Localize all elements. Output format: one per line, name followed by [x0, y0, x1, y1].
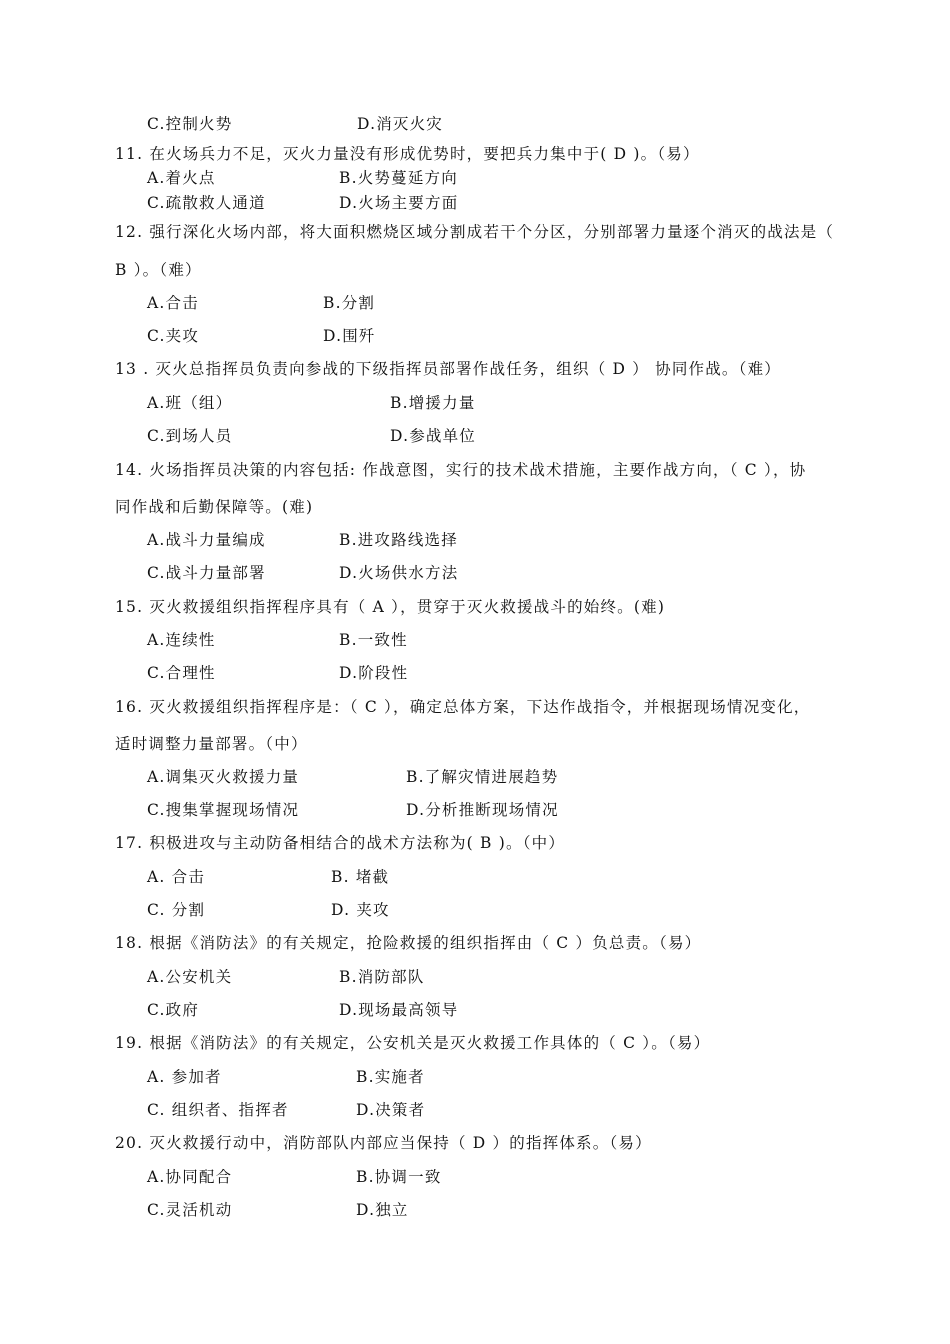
option-c: C.战斗力量部署 [147, 564, 266, 582]
option-c: C.到场人员 [147, 427, 233, 445]
option-d: D. 夹攻 [331, 901, 390, 919]
option-c: C.搜集掌握现场情况 [147, 801, 300, 819]
option-a: A.着火点 [147, 169, 216, 187]
option-d: D.决策者 [356, 1101, 426, 1119]
option-a: A.公安机关 [147, 968, 233, 986]
option-b: B.了解灾情进展趋势 [406, 768, 559, 786]
option-c: C. 分割 [147, 901, 206, 919]
option-b: B.一致性 [339, 631, 408, 649]
option-d: D.火场供水方法 [339, 564, 459, 582]
option-a: A. 参加者 [147, 1068, 222, 1086]
option-b: B.增援力量 [390, 394, 476, 412]
option-c: C.合理性 [147, 664, 216, 682]
question-19: 19. 根据《消防法》的有关规定，公安机关是灭火救援工作具体的（ C ）。（易） [115, 1034, 711, 1052]
option-d: D.参战单位 [390, 427, 477, 445]
question-17: 17. 积极进攻与主动防备相结合的战术方法称为( B )。（中） [115, 834, 566, 852]
option-d: D.消灭火灾 [357, 115, 444, 133]
option-c: C.控制火势 [147, 115, 233, 133]
option-b: B.协调一致 [356, 1168, 442, 1186]
question-13: 13 . 灭火总指挥员负责向参战的下级指挥员部署作战任务，组织（ D ） 协同作战。（难） [115, 360, 781, 378]
option-c: C.灵活机动 [147, 1201, 233, 1219]
option-a: A.连续性 [147, 631, 216, 649]
option-b: B.消防部队 [339, 968, 425, 986]
option-a: A.协同配合 [147, 1168, 233, 1186]
option-b: B.分割 [323, 294, 376, 312]
option-d: D.围歼 [323, 327, 376, 345]
option-c: C.政府 [147, 1001, 200, 1019]
option-a: A.调集灭火救援力量 [147, 768, 300, 786]
option-c: C. 组织者、指挥者 [147, 1101, 289, 1119]
question-16: 16. 灭火救援组织指挥程序是：（ C ），确定总体方案，下达作战指令，并根据现场情况变化， [115, 698, 811, 716]
option-c: C.夹攻 [147, 327, 200, 345]
option-d: D.火场主要方面 [339, 194, 459, 212]
question-12-continued: B ）。（难） [115, 261, 202, 279]
question-12: 12. 强行深化火场内部，将大面积燃烧区域分割成若干个分区，分别部署力量逐个消灭的战法是（ [115, 223, 835, 241]
option-b: B. 堵截 [331, 868, 390, 886]
question-20: 20. 灭火救援行动中，消防部队内部应当保持（ D ）的指挥体系。（易） [115, 1134, 652, 1152]
option-a: A. 合击 [147, 868, 206, 886]
question-18: 18. 根据《消防法》的有关规定，抢险救援的组织指挥由（ C ）负总责。（易） [115, 934, 702, 952]
option-d: D.现场最高领导 [339, 1001, 459, 1019]
option-d: D.独立 [356, 1201, 409, 1219]
option-c: C.疏散救人通道 [147, 194, 266, 212]
question-14-continued: 同作战和后勤保障等。(难) [115, 498, 314, 516]
question-11: 11. 在火场兵力不足，灭火力量没有形成优势时，要把兵力集中于( D )。（易） [115, 145, 700, 163]
option-b: B.进攻路线选择 [339, 531, 458, 549]
option-b: B.火势蔓延方向 [339, 169, 458, 187]
option-d: D.分析推断现场情况 [406, 801, 559, 819]
option-a: A.战斗力量编成 [147, 531, 266, 549]
question-16-continued: 适时调整力量部署。（中） [115, 735, 308, 753]
question-15: 15. 灭火救援组织指挥程序具有（ A ），贯穿于灭火救援战斗的始终。(难) [115, 598, 666, 616]
option-a: A.合击 [147, 294, 199, 312]
option-b: B.实施者 [356, 1068, 425, 1086]
option-d: D.阶段性 [339, 664, 409, 682]
option-a: A.班（组） [147, 394, 233, 412]
question-14: 14. 火场指挥员决策的内容包括: 作战意图，实行的技术战术措施，主要作战方向，（ C ），协 [115, 461, 807, 479]
